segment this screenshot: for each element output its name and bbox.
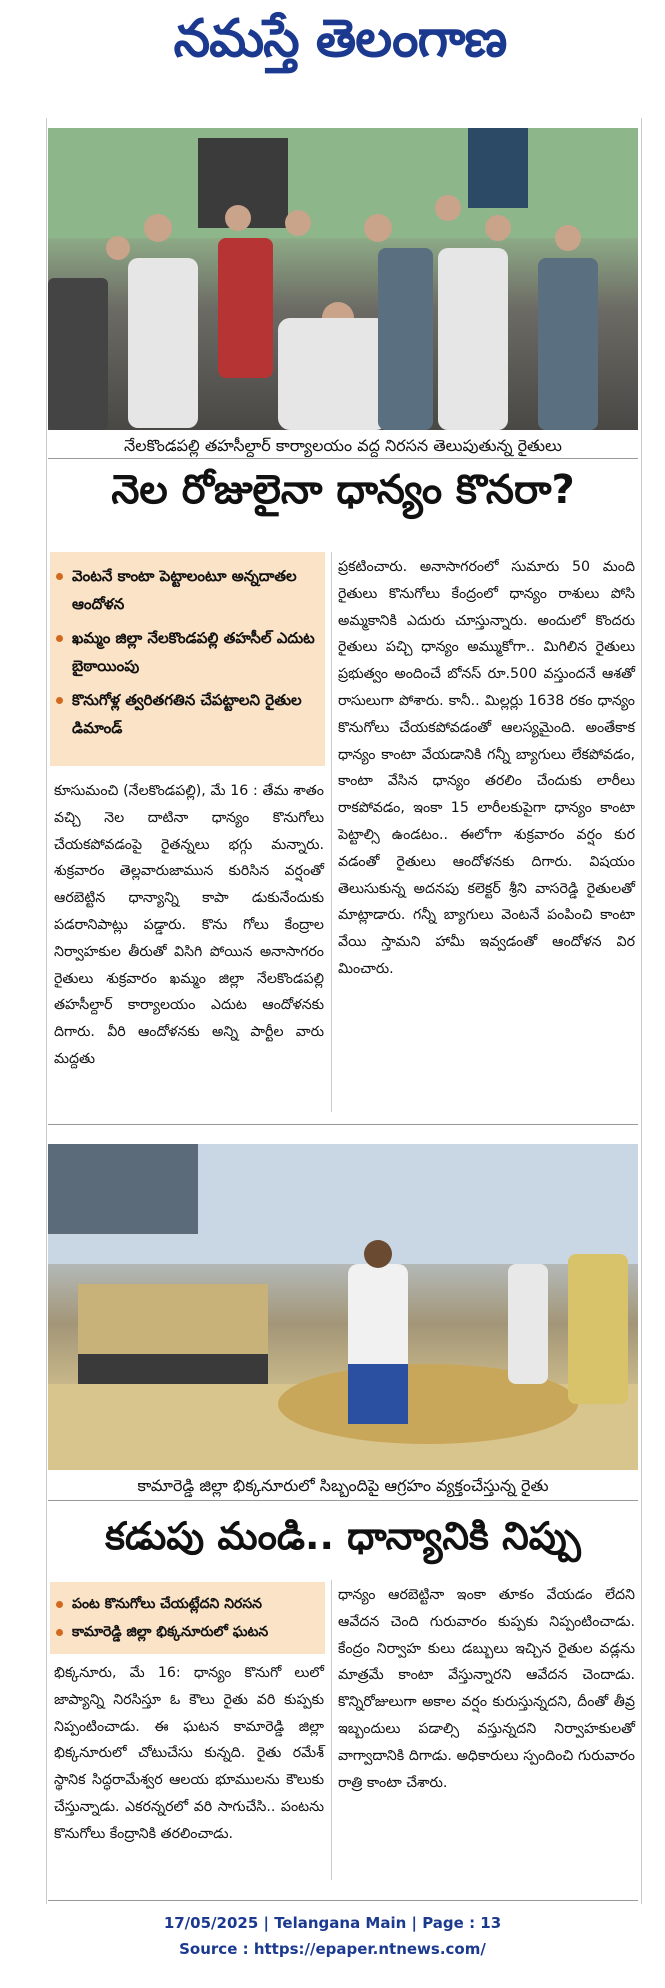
highlight-item: కొనుగోళ్ల త్వరితగతిన చేపట్టాలని రైతుల డిమాండ్ bbox=[72, 686, 317, 742]
article-column-left bbox=[54, 778, 324, 1073]
highlight-item: కామారెడ్డి జిల్లా భిక్కనూరులో ఘటన bbox=[72, 1620, 317, 1644]
photo-caption: కామారెడ్డి జిల్లా భిక్కనూరులో సిబ్బందిపై ఆగ్రహం వ్యక్తంచేస్తున్న రైతు bbox=[137, 1476, 549, 1495]
bullet-dot-icon bbox=[56, 1601, 63, 1608]
headline: కడుపు మండి.. ధాన్యానికి నిప్పు bbox=[105, 1514, 581, 1558]
article-text: కూసుమంచి (నేలకొండపల్లి), మే 16 : తేమ శాతం వచ్చి నెల దాటినా ధాన్యం కొనుగోలు చేయకపోవడంపై రైతన్నలు భగ్గు మన్నారు. శుక్రవారం తెల్లవారుజామున కురిసిన వర్షంతో ఆరబెట్టిన ధాన్యాన్ని కాపా డుకునేందుకు పడరానిపాట్లు పడ్డారు. కొను గోలు కేంద్రాల నిర్వాహకుల తీరుతో విసిగి పోయిన అనాసాగరం రైతులు శుక్రవారం ఖమ్మం జిల్లా నేలకొండపల్లి తహసీల్దార్ కార్యాలయం ఎదుట ఆందోళనకు దిగారు. వీరి ఆందోళనకు అన్ని పార్టీల వారు మద్దతు bbox=[54, 783, 324, 1067]
article-column-right bbox=[338, 1582, 635, 1796]
divider bbox=[48, 1500, 638, 1501]
article-text: ప్రకటించారు. అనాసాగరంలో సుమారు 50 మంది రైతులు కొనుగోలు కేంద్రంలో ధాన్యం రాశులు పోసి అమ్మకానికి ఎదురు చూస్తున్నారు. అందులో కొందరు రైతులు పచ్చి ధాన్యం అమ్ముకోగా.. మిగిలిన రైతులు ప్రభుత్వం అందించే బోనస్ రూ.500 వస్తుందనే ఆశతో రాసులుగా పోశారు. కానీ.. మిల్లర్లు 1638 రకం ధాన్యం కొనుగోలు చేయకపోవడంతో ఆలస్యమైంది. అంతేకాక ధాన్యం కాంటా వేయడానికి గన్నీ బ్యాగులు లేకపోవడం, కాంటా వేసిన ధాన్యం తరలిం చేందుకు లారీలు రాకపోవడం, ఇంకా 15 లారీలకుపైగా ధాన్యం కాంటా పెట్టాల్సి ఉండటం.. ఈలోగా శుక్రవారం వర్షం కుర వడంతో రైతులు ఆందోళనకు దిగారు. విషయం తెలుసుకున్న అదనపు కలెక్టర్ శ్రీని వాసరెడ్డి రైతులతో మాట్లాడారు. గన్నీ బ్యాగులు వెంటనే పంపించి కాంటా వేయి స్తామని హామీ ఇవ్వడంతో ఆందోళన విర మించారు. bbox=[338, 559, 635, 977]
footer-date-line: 17/05/2025 | Telangana Main | Page : 13 bbox=[163, 1914, 502, 1932]
photo-caption: నేలకొండపల్లి తహసీల్దార్ కార్యాలయం వద్ద నిరసన తెలుపుతున్న రైతులు bbox=[124, 436, 562, 455]
bullet-dot-icon bbox=[56, 635, 63, 642]
highlight-item: ఖమ్మం జిల్లా నేలకొండపల్లి తహసీల్ ఎదుట బైఠాయింపు bbox=[72, 624, 317, 680]
article-column-right bbox=[338, 554, 635, 983]
article-text: భిక్కనూరు, మే 16: ధాన్యం కొనుగో లులో జాప్యాన్ని నిరసిస్తూ ఓ కౌలు రైతు వరి కుప్పకు నిప్పంటించాడు. ఈ ఘటన కామారెడ్డి జిల్లా భిక్కనూరులో చోటుచేసు కున్నది. రైతు రమేశ్ స్థానిక సిద్ధరామేశ్వర ఆలయ భూములను కౌలుకు చేస్తున్నాడు. ఎకరన్నరలో వరి సాగుచేసి.. పంటను కొనుగోలు కేంద్రానికి తరలించాడు. bbox=[54, 1665, 324, 1842]
protest-photo bbox=[48, 128, 638, 430]
highlights-box bbox=[50, 552, 325, 766]
article-text: ధాన్యం ఆరబెట్టినా ఇంకా తూకం వేయడం లేదని ఆవేదన చెంది గురువారం కుప్పకు నిప్పంటించాడు. కేంద్రం నిర్వాహ కులు డబ్బులు ఇచ్చిన రైతుల వడ్లను మాత్రమే కాంటా వేస్తున్నారని ఆవేదన చెందాడు. కొన్నిరోజులుగా అకాల వర్షం కురుస్తున్నదని, దీంతో తీవ్ర ఇబ్బందులు పడాల్సి వస్తున్నదని నిర్వాహకులతో వాగ్వాదానికి దిగాడు. అధికారులు స్పందించి గురువారం రాత్రి కాంటా చేశారు. bbox=[338, 1587, 635, 1791]
headline: నెల రోజులైనా ధాన్యం కొనరా? bbox=[111, 467, 575, 513]
divider bbox=[48, 1900, 638, 1901]
newspaper-logo: నమస్తే తెలంగాణ bbox=[173, 8, 507, 69]
article-column-left bbox=[54, 1660, 324, 1848]
bullet-dot-icon bbox=[56, 1629, 63, 1636]
highlight-item: పంట కొనుగోలు చేయట్లేదని నిరసన bbox=[72, 1592, 317, 1616]
footer-source-line: Source : https://epaper.ntnews.com/ bbox=[179, 1940, 486, 1958]
masthead bbox=[0, 0, 665, 92]
highlight-item: వెంటనే కాంటా పెట్టాలంటూ అన్నదాతల ఆందోళన bbox=[72, 562, 317, 618]
column-rule bbox=[331, 552, 332, 1112]
bullet-dot-icon bbox=[56, 697, 63, 704]
highlights-box bbox=[50, 1582, 325, 1654]
column-rule bbox=[331, 1580, 332, 1880]
divider bbox=[48, 458, 638, 459]
divider bbox=[48, 1124, 638, 1125]
farmer-photo bbox=[48, 1144, 638, 1470]
bullet-dot-icon bbox=[56, 573, 63, 580]
